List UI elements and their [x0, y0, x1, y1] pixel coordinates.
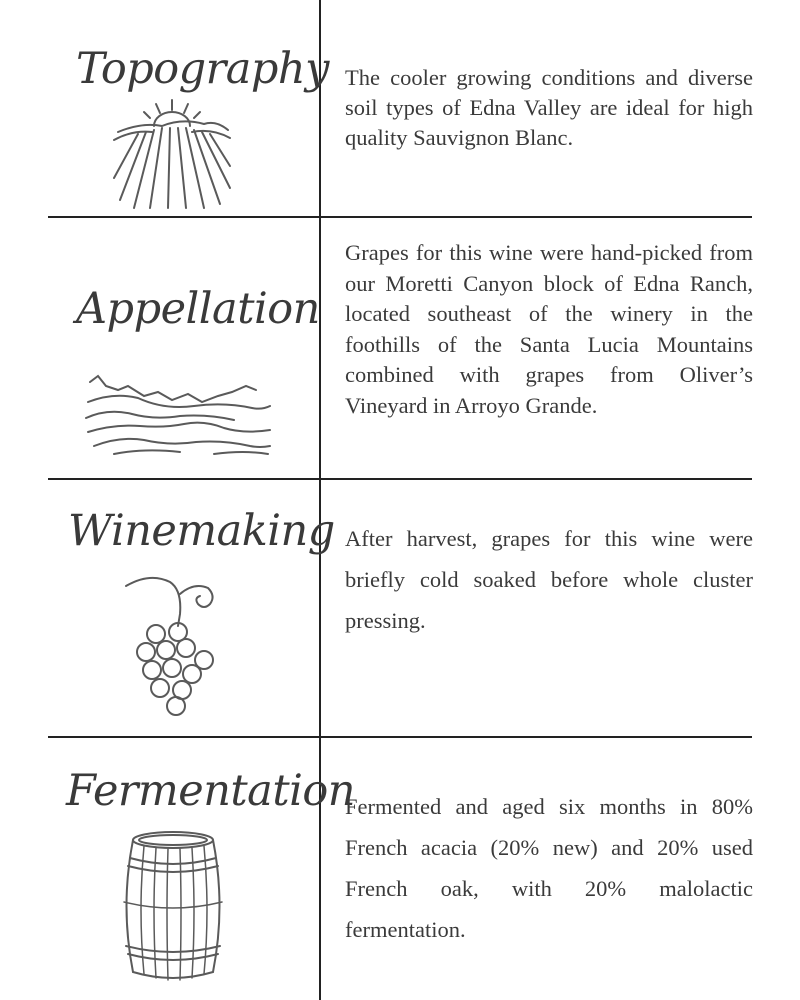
section-heading-topography: Topography	[76, 44, 329, 94]
section-text-fermentation: Fermented and aged six months in 80% French acacia (20% new) and 20% used French oak, with 20% malolactic fermentation.	[345, 794, 753, 942]
section-heading-fermentation: Fermentation	[66, 766, 355, 816]
section-divider	[48, 478, 752, 480]
section-heading-winemaking: Winemaking	[68, 506, 335, 556]
section-heading-appellation: Appellation	[76, 284, 320, 334]
section-text-appellation: Grapes for this wine were hand-picked from our Moretti Canyon block of Edna Ranch, located southeast of the winery in the foothills of the Santa Lucia Mountains combined with grapes from Oliver’s Vineyard in Arroyo Grande.	[345, 240, 753, 418]
column-divider	[319, 0, 321, 1000]
section-divider	[48, 216, 752, 218]
section-divider	[48, 736, 752, 738]
mountain-landscape-icon	[84, 370, 274, 460]
wine-barrel-icon	[116, 830, 230, 982]
section-text-winemaking: After harvest, grapes for this wine were briefly cold soaked before whole cluster pressing.	[345, 526, 753, 633]
grape-cluster-icon	[120, 574, 220, 719]
sunrise-vineyard-icon	[112, 96, 232, 211]
section-text-topography: The cooler growing conditions and diverse soil types of Edna Valley are ideal for high quality Sauvignon Blanc.	[345, 65, 753, 150]
